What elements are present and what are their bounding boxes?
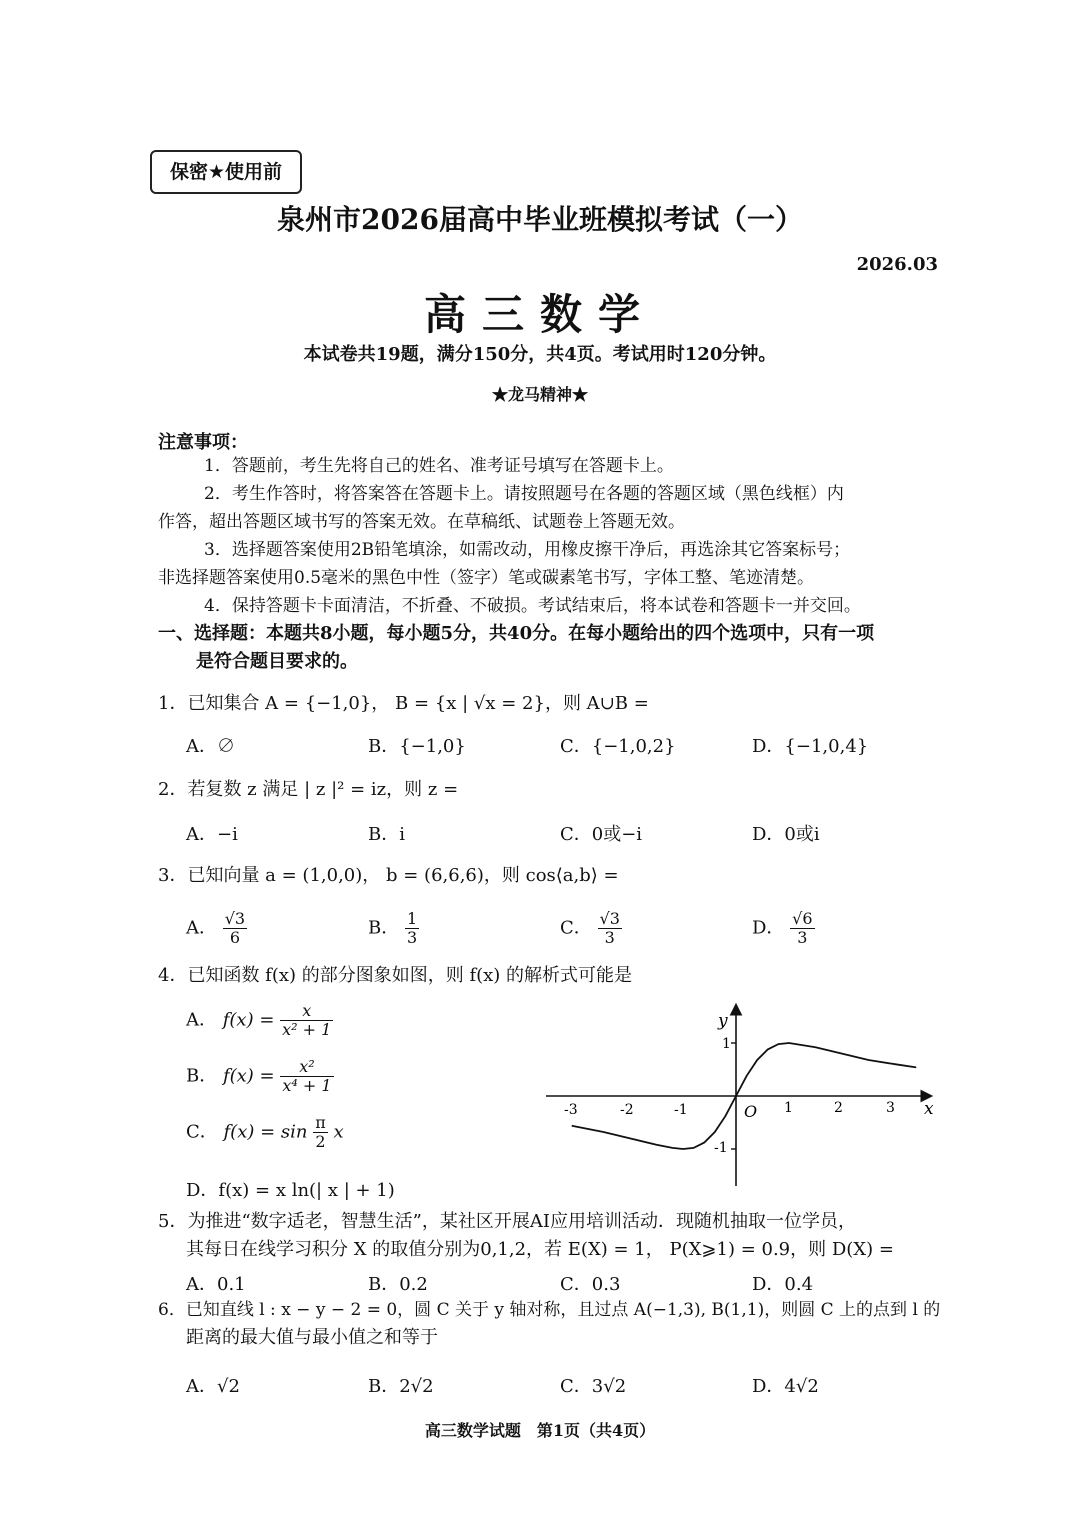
q6-line-1: 6．已知直线 l : x − y − 2 = 0，圆 C 关于 y 轴对称，且过点 A(−1,3), B(1,1)，则圆 C 上的点到 l 的 [158, 1300, 941, 1320]
q3-option-c-label: C． [560, 917, 592, 939]
origin-label: O [744, 1102, 758, 1121]
q2-option-c: C．0或−i [560, 824, 643, 845]
q5-option-a: A．0.1 [186, 1274, 246, 1295]
function-graph [540, 1000, 940, 1190]
q3-option-d [752, 910, 815, 947]
note-3-cont: 非选择题答案使用0.5毫米的黑色中性（签字）笔或碳素笔书写，字体工整、笔迹清楚。 [158, 568, 815, 588]
exam-info: 本试卷共19题，满分150分，共4页。考试用时120分钟。 [303, 344, 777, 365]
q1-option-a: A．∅ [186, 736, 235, 757]
q3-option-b-fraction [405, 910, 419, 947]
q3-d-denominator: 3 [797, 928, 808, 947]
section-line-2: 是符合题目要求的。 [196, 651, 358, 672]
note-3: 3．选择题答案使用2B铅笔填涂，如需改动，用橡皮擦干净后，再选涂其它答案标号； [204, 540, 851, 560]
q5-option-c: C．0.3 [560, 1274, 621, 1295]
q3-option-c [560, 910, 622, 947]
q3-a-denominator: 6 [229, 928, 241, 947]
x-tick-3: 3 [886, 1100, 895, 1116]
q1-option-b: B．{−1,0} [368, 736, 466, 757]
q4-option-c [186, 1114, 344, 1151]
x-tick-1: 1 [784, 1100, 793, 1116]
motto: ★龙马精神★ [491, 385, 588, 404]
q5-option-b: B．0.2 [368, 1274, 428, 1295]
q4-option-d: D．f(x) = x ln(| x | + 1) [186, 1180, 395, 1201]
q5-option-d: D．0.4 [752, 1274, 814, 1295]
q2-stem: 2．若复数 z 满足 | z |² = iz，则 z = [158, 779, 459, 800]
section-heading [158, 620, 948, 676]
q3-b-denominator: 3 [406, 928, 418, 947]
q4-c-numerator: π [315, 1113, 326, 1132]
q5-line-2: 其每日在线学习积分 X 的取值分别为0,1,2，若 E(X) = 1， P(X⩾1) = 0.9，则 D(X) = [186, 1239, 894, 1260]
q3-option-c-fraction [598, 910, 622, 947]
q4-option-b-fraction [280, 1058, 333, 1095]
x-axis-label: x [924, 1099, 934, 1119]
q1-stem: 1．已知集合 A = {−1,0}， B = {x | √x = 2}，则 A∪B = [158, 693, 649, 714]
q3-a-numerator: √3 [224, 909, 246, 928]
q3-stem: 3．已知向量 a = (1,0,0)， b = (6,6,6)，则 cos⟨a,b⟩ = [158, 865, 619, 886]
q3-option-d-fraction [790, 910, 814, 947]
exam-title: 泉州市2026届高中毕业班模拟考试（一） [277, 203, 803, 236]
q4-option-b-prefix: f(x) = [222, 1065, 275, 1087]
x-tick-2: 2 [834, 1100, 843, 1116]
x-tick-neg3: -3 [564, 1102, 578, 1118]
q4-option-a-fraction [280, 1002, 333, 1039]
q4-option-b-label: B． [186, 1065, 218, 1087]
q3-c-numerator: √3 [599, 909, 620, 928]
q6-option-b: B．2√2 [368, 1376, 434, 1397]
q3-d-numerator: √6 [792, 909, 813, 928]
note-2-cont: 作答，超出答题区域书写的答案无效。在草稿纸、试题卷上答题无效。 [158, 512, 685, 532]
q4-option-a [186, 1002, 333, 1039]
q2-option-b: B．i [368, 824, 405, 845]
q4-a-numerator: x [280, 1002, 333, 1021]
q4-b-denominator: x⁴ + 1 [282, 1076, 332, 1095]
exam-date: 2026.03 [856, 254, 938, 275]
q3-c-denominator: 3 [604, 928, 615, 947]
q4-option-c-suffix: x [333, 1121, 344, 1143]
q4-b-numerator: x² [280, 1058, 333, 1077]
note-1: 1．答题前，考生先将自己的姓名、准考证号填写在答题卡上。 [204, 456, 674, 476]
q3-option-b-label: B． [368, 917, 400, 939]
q4-stem: 4．已知函数 f(x) 的部分图象如图，则 f(x) 的解析式可能是 [158, 965, 633, 986]
y-axis-label: y [718, 1011, 728, 1031]
x-tick-neg1: -1 [674, 1102, 688, 1118]
q3-b-numerator: 1 [406, 909, 418, 928]
note-2: 2．考生作答时，将答案答在答题卡上。请按照题号在各题的答题区域（黑色线框）内 [204, 484, 844, 504]
q3-option-a-label: A． [186, 917, 217, 939]
q4-option-c-prefix: f(x) = sin [223, 1121, 308, 1143]
q6-option-a: A．√2 [186, 1376, 240, 1397]
page-footer: 高三数学试题 第1页（共4页） [424, 1421, 656, 1440]
q4-option-a-prefix: f(x) = [222, 1009, 275, 1031]
q4-c-denominator: 2 [315, 1132, 326, 1151]
q4-a-denominator: x² + 1 [282, 1020, 332, 1039]
q3-option-a [186, 910, 247, 947]
q3-option-a-fraction [223, 910, 247, 947]
q3-option-b [368, 910, 419, 947]
y-tick-1: 1 [722, 1036, 731, 1052]
q3-option-d-label: D． [752, 917, 785, 939]
q6-option-c: C．3√2 [560, 1376, 627, 1397]
q2-option-d: D．0或i [752, 824, 820, 845]
subject-title: 高三数学 [423, 290, 656, 339]
confidential-stamp: 保密★使用前 [150, 150, 302, 194]
section-line-1: 一、选择题：本题共8小题，每小题5分，共40分。在每小题给出的四个选项中，只有一项 [158, 623, 875, 644]
q5-line-1: 5．为推进“数字适老，智慧生活”，某社区开展AI应用培训活动．现随机抽取一位学员， [158, 1211, 856, 1232]
y-tick-neg1: -1 [714, 1140, 728, 1156]
q2-option-a: A．−i [186, 824, 238, 845]
q4-option-c-label: C． [186, 1121, 218, 1143]
notes-title: 注意事项： [158, 432, 248, 453]
q6-line-2: 距离的最大值与最小值之和等于 [186, 1327, 438, 1348]
q6-option-d: D．4√2 [752, 1376, 819, 1397]
q1-option-d: D．{−1,0,4} [752, 736, 869, 757]
x-tick-neg2: -2 [620, 1102, 634, 1118]
q4-option-b [186, 1058, 334, 1095]
q4-option-a-label: A． [186, 1009, 217, 1031]
q4-option-c-fraction [313, 1114, 328, 1151]
q1-option-c: C．{−1,0,2} [560, 736, 676, 757]
note-4: 4．保持答题卡卡面清洁，不折叠、不破损。考试结束后，将本试卷和答题卡一并交回。 [204, 596, 861, 616]
